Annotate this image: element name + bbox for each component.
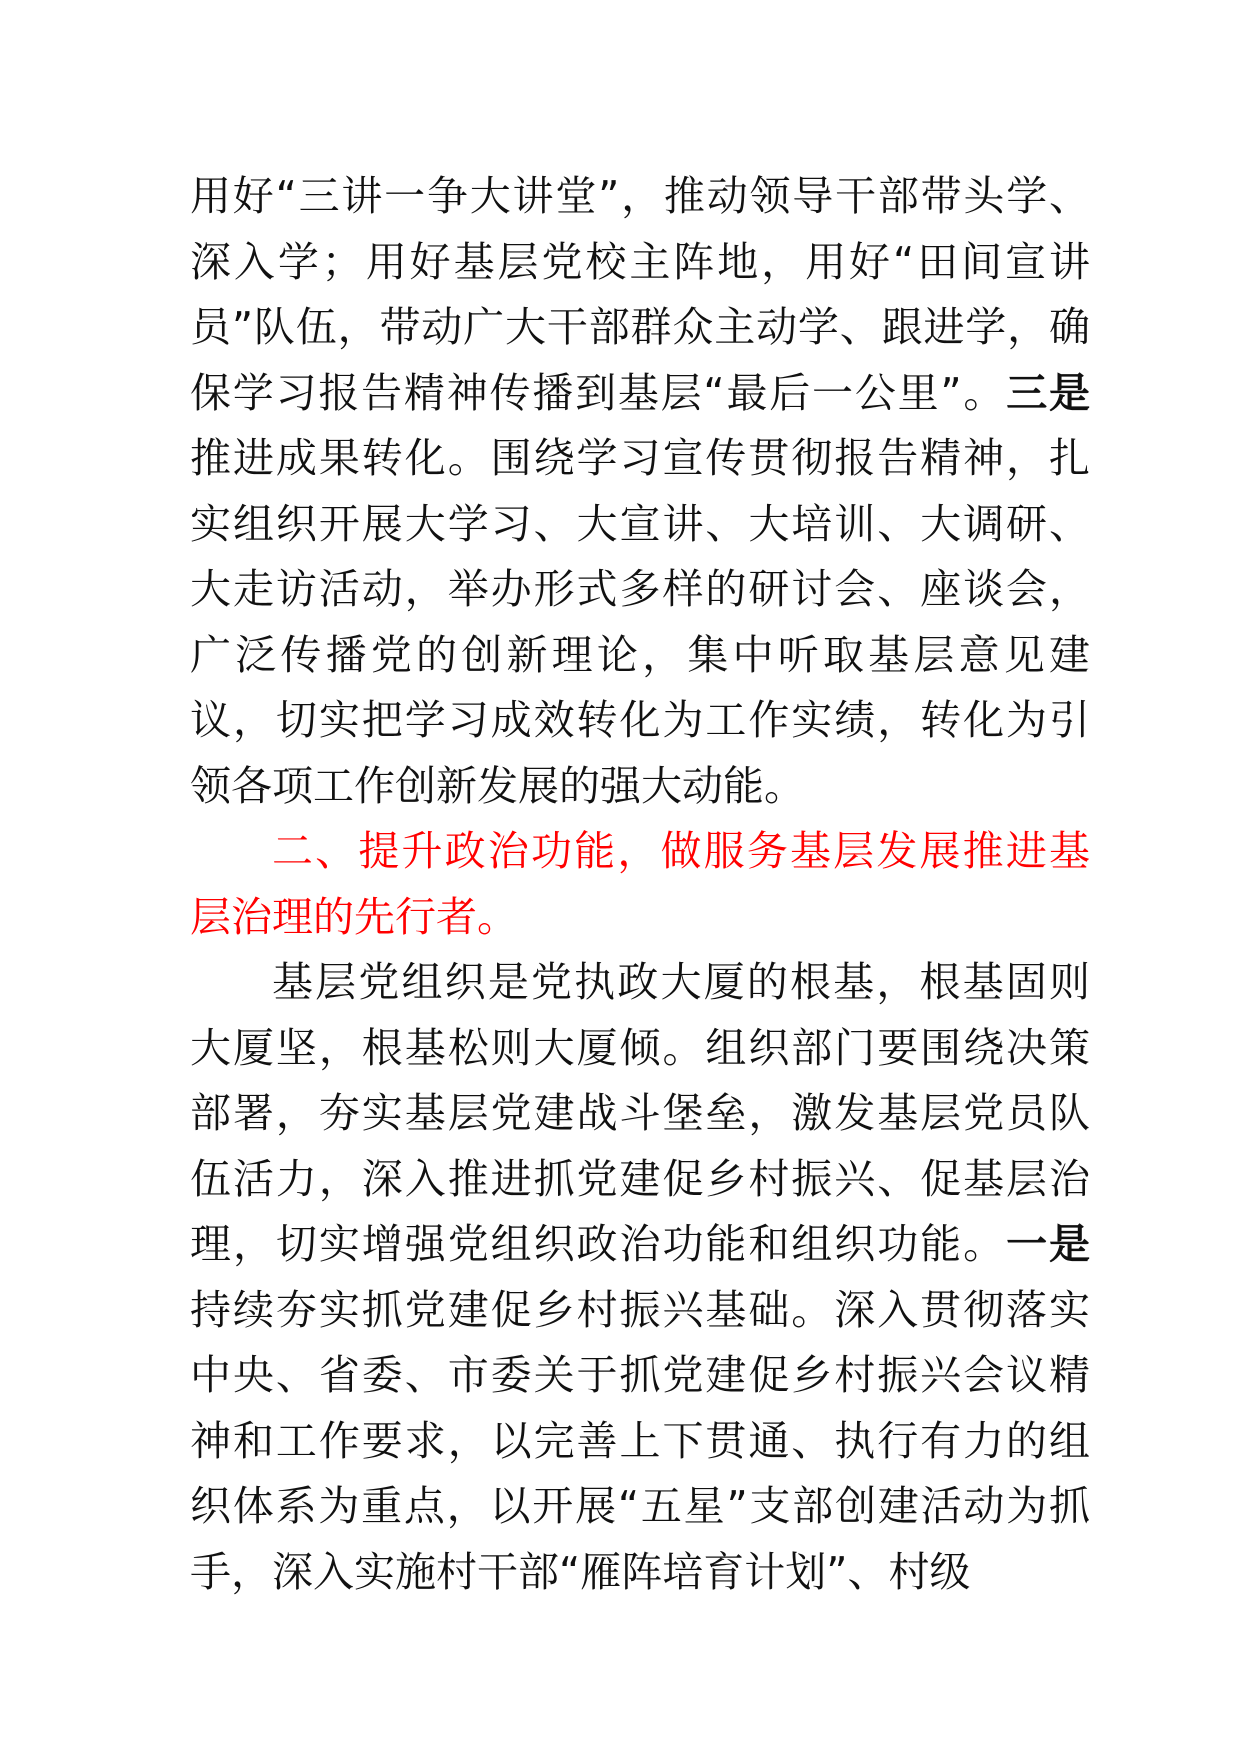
bold-marker-one: 一是	[1006, 1220, 1091, 1268]
paragraph-continuation	[190, 164, 1090, 819]
paragraph-text: 用好“三讲一争大讲堂”，推动领导干部带头学、深入学；用好基层党校主阵地，用好“田间宣讲员”队伍，带动广大干部群众主动学、跟进学，确保学习报告精神传播到基层“最后一公里”。	[190, 172, 1090, 417]
paragraph-section-two	[190, 950, 1090, 1605]
document-page	[190, 164, 1090, 1605]
bold-marker-three: 三是	[1006, 368, 1091, 417]
paragraph-text: 持续夯实抓党建促乡村振兴基础。深入贯彻落实中央、省委、市委关于抓党建促乡村振兴会议精神和工作要求，以完善上下贯通、执行有力的组织体系为重点，以开展“五星”支部创建活动为抓手，深入实施村干部“雁阵培育计划”、村级	[190, 1285, 1090, 1596]
section-heading-two: 二、提升政治功能，做服务基层发展推进基层治理的先行者。	[190, 827, 1090, 941]
paragraph-text: 推进成果转化。围绕学习宣传贯彻报告精神，扎实组织开展大学习、大宣讲、大培训、大调研、大走访活动，举办形式多样的研讨会、座谈会，广泛传播党的创新理论，集中听取基层意见建议，切实把学习成效转化为工作实绩，转化为引领各项工作创新发展的强大动能。	[190, 434, 1090, 810]
paragraph-text: 基层党组织是党执政大厦的根基，根基固则大厦坚，根基松则大厦倾。组织部门要围绕决策部署，夯实基层党建战斗堡垒，激发基层党员队伍活力，深入推进抓党建促乡村振兴、促基层治理，切实增强党组织政治功能和组织功能。	[190, 958, 1090, 1268]
